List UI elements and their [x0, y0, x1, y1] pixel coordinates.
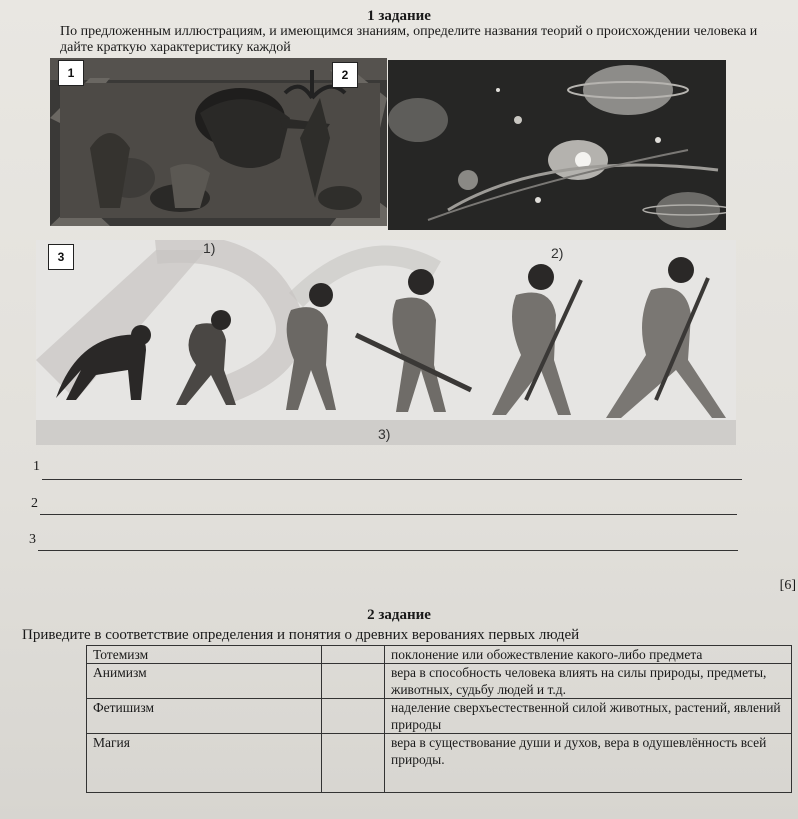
table-row [87, 699, 792, 734]
term-cell: Тотемизм [87, 646, 322, 664]
definition-cell: поклонение или обожествление какого-либо предмета [385, 646, 792, 664]
match-cell[interactable] [322, 699, 385, 734]
handwritten-label-3: 3) [378, 426, 391, 442]
table-row [87, 664, 792, 699]
match-cell[interactable] [322, 734, 385, 793]
evolution-image [36, 240, 736, 445]
task1-instruction: По предложенным иллюстрациям, и имеющимся знаниям, определите названия теорий о происхождении человека и дайте краткую характеристику каждой [60, 24, 758, 55]
definition-cell: вера в существование души и духов, вера в одушевлённость всей природы. [385, 734, 792, 793]
image-2-number: 2 [332, 62, 358, 88]
score-mark: [6] [779, 578, 796, 593]
table-row [87, 734, 792, 793]
match-cell[interactable] [322, 646, 385, 664]
task2-instruction: Приведите в соответствие определения и понятия о древних верованиях первых людей [22, 627, 580, 643]
definition-cell: наделение сверхъестественной силой животных, растений, явлений природы [385, 699, 792, 734]
answer-line-1[interactable] [42, 479, 742, 480]
answer-number-2: 2 [31, 496, 38, 511]
image-3-number: 3 [48, 244, 74, 270]
table-row [87, 646, 792, 664]
answer-number-1: 1 [33, 459, 40, 474]
cosmic-image [388, 60, 726, 230]
answer-line-2[interactable] [40, 514, 737, 515]
task1-title: 1 задание [367, 8, 431, 24]
handwritten-label-1: 1) [203, 240, 216, 256]
matching-table [86, 645, 792, 793]
handwritten-label-2: 2) [551, 245, 564, 261]
image-1-number: 1 [58, 60, 84, 86]
term-cell: Фетишизм [87, 699, 322, 734]
definition-cell: вера в способность человека влиять на силы природы, предметы, животных, судьбу людей и т.д. [385, 664, 792, 699]
answer-line-3[interactable] [38, 550, 738, 551]
task2-title: 2 задание [367, 607, 431, 623]
answer-number-3: 3 [29, 532, 36, 547]
match-cell[interactable] [322, 664, 385, 699]
term-cell: Магия [87, 734, 322, 793]
term-cell: Анимизм [87, 664, 322, 699]
